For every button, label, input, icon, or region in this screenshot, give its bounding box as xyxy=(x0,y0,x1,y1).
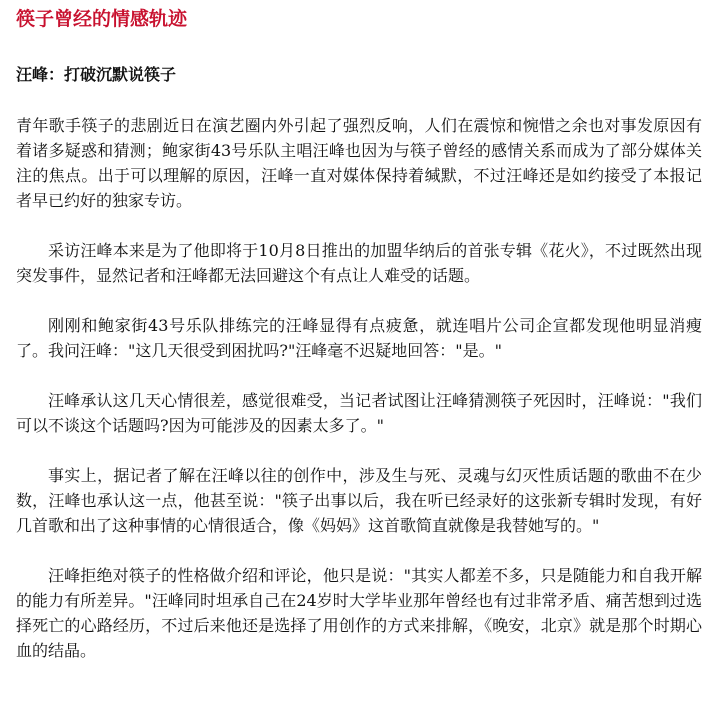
page-title: 筷子曾经的情感轨迹 xyxy=(16,8,188,30)
article-body xyxy=(16,113,702,688)
article-paragraph: 采访汪峰本来是为了他即将于10月8日推出的加盟华纳后的首张专辑《花火》，不过既然出现突发事件，显然记者和汪峰都无法回避这个有点让人难受的话题。 xyxy=(16,241,702,285)
article-paragraph: 刚刚和鲍家街43号乐队排练完的汪峰显得有点疲惫，就连唱片公司企宣都发现他明显消瘦了。我问汪峰："这几天很受到困扰吗?"汪峰毫不迟疑地回答："是。" xyxy=(16,316,702,360)
article-subtitle: 汪峰：打破沉默说筷子 xyxy=(16,65,177,84)
article-paragraph: 汪峰承认这几天心情很差，感觉很难受，当记者试图让汪峰猜测筷子死因时，汪峰说："我们可以不谈这个话题吗?因为可能涉及的因素太多了。" xyxy=(16,391,702,435)
article-paragraph: 事实上，据记者了解在汪峰以往的创作中，涉及生与死、灵魂与幻灭性质话题的歌曲不在少数，汪峰也承认这一点，他甚至说："筷子出事以后，我在听已经录好的这张新专辑时发现，有好几首歌和出了这种事情的心情很适合，像《妈妈》这首歌简直就像是我替她写的。" xyxy=(16,466,702,535)
article-paragraph: 汪峰拒绝对筷子的性格做介绍和评论，他只是说："其实人都差不多，只是随能力和自我开解的能力有所差异。"汪峰同时坦承自己在24岁时大学毕业那年曾经也有过非常矛盾、痛苦想到过选择死亡的心路经历，不过后来他还是选择了用创作的方式来排解，《晚安，北京》就是那个时期心血的结晶。 xyxy=(16,566,702,660)
article-paragraph: 青年歌手筷子的悲剧近日在演艺圈内外引起了强烈反响，人们在震惊和惋惜之余也对事发原因有着诸多疑惑和猜测；鲍家街43号乐队主唱汪峰也因为与筷子曾经的感情关系而成为了部分媒体关注的焦点。出于可以理解的原因，汪峰一直对媒体保持着缄默，不过汪峰还是如约接受了本报记者早已约好的独家专访。 xyxy=(16,116,702,210)
